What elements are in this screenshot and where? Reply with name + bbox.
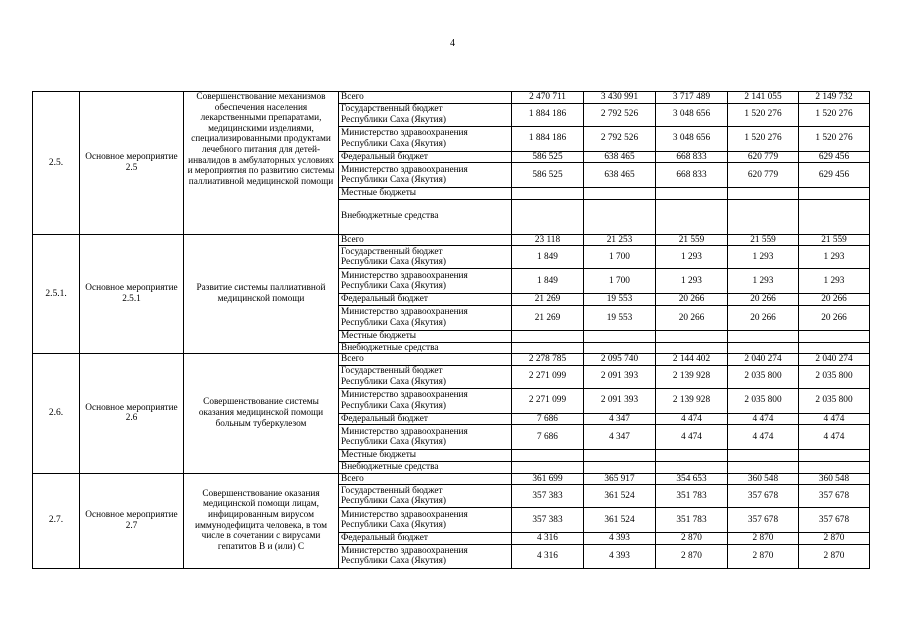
funding-source — [339, 473, 512, 485]
measure-number: 2.7. — [33, 473, 80, 568]
funding-source-line: Федеральный бюджет — [341, 533, 428, 544]
funding-source — [339, 544, 512, 568]
funding-source — [339, 533, 512, 545]
funding-source — [339, 188, 512, 200]
amount-cell: 629 456 — [799, 163, 870, 188]
amount-cell: 20 266 — [728, 294, 799, 306]
amount-cell — [512, 199, 584, 234]
funding-source-line: Республики Саха (Якутия) — [341, 556, 447, 567]
measure-number: 2.5. — [33, 92, 80, 235]
amount-cell: 2 278 785 — [512, 354, 584, 366]
funding-source — [339, 269, 512, 294]
amount-cell: 1 520 276 — [799, 103, 870, 126]
amount-cell: 2 470 711 — [512, 92, 584, 104]
amount-cell: 4 474 — [799, 425, 870, 450]
amount-cell — [512, 330, 584, 342]
funding-source-line: Внебюджетные средства — [341, 211, 439, 222]
funding-source — [339, 234, 512, 246]
amount-cell: 620 779 — [728, 151, 799, 163]
amount-cell: 2 870 — [656, 533, 728, 545]
amount-cell: 620 779 — [728, 163, 799, 188]
amount-cell: 20 266 — [656, 294, 728, 306]
amount-cell: 638 465 — [584, 163, 656, 188]
amount-cell — [728, 330, 799, 342]
amount-cell — [584, 199, 656, 234]
amount-cell: 2 144 402 — [656, 354, 728, 366]
funding-source-line: Местные бюджеты — [341, 450, 417, 461]
amount-cell: 2 870 — [656, 544, 728, 568]
amount-cell: 3 430 991 — [584, 92, 656, 104]
amount-cell: 2 091 393 — [584, 365, 656, 388]
funding-source — [339, 294, 512, 306]
funding-source — [339, 485, 512, 508]
amount-cell: 2 040 274 — [799, 354, 870, 366]
amount-cell: 2 091 393 — [584, 388, 656, 413]
funding-source-line: Всего — [341, 473, 364, 484]
amount-cell — [656, 461, 728, 473]
measure-number: 2.5.1. — [33, 234, 80, 353]
amount-cell: 357 678 — [799, 508, 870, 533]
amount-cell: 2 870 — [728, 533, 799, 545]
amount-cell — [728, 188, 799, 200]
funding-source — [339, 365, 512, 388]
funding-source — [339, 413, 512, 425]
amount-cell: 1 520 276 — [799, 126, 870, 151]
amount-cell: 4 474 — [728, 425, 799, 450]
amount-cell — [512, 188, 584, 200]
amount-cell: 1 293 — [656, 269, 728, 294]
funding-source-line: Государственный бюджет — [341, 104, 443, 114]
funding-source-line: Республики Саха (Якутия) — [341, 437, 447, 448]
amount-cell: 629 456 — [799, 151, 870, 163]
funding-source-line: Федеральный бюджет — [341, 294, 428, 305]
funding-source — [339, 330, 512, 342]
funding-source-line: Республики Саха (Якутия) — [341, 114, 447, 125]
measure-kind: Основное мероприятие 2.5.1 — [80, 234, 184, 353]
amount-cell: 19 553 — [584, 305, 656, 330]
funding-source — [339, 305, 512, 330]
amount-cell: 7 686 — [512, 425, 584, 450]
funding-source-line: Всего — [341, 354, 364, 365]
amount-cell — [799, 188, 870, 200]
amount-cell: 1 293 — [656, 246, 728, 269]
amount-cell — [728, 342, 799, 354]
measure-kind: Основное мероприятие 2.6 — [80, 354, 184, 473]
amount-cell — [799, 342, 870, 354]
funding-source-line: Министерство здравоохранения — [341, 307, 468, 318]
amount-cell: 361 524 — [584, 508, 656, 533]
amount-cell: 20 266 — [799, 294, 870, 306]
funding-source-line: Федеральный бюджет — [341, 413, 428, 424]
amount-cell — [799, 199, 870, 234]
amount-cell: 1 293 — [728, 246, 799, 269]
amount-cell: 20 266 — [656, 305, 728, 330]
amount-cell: 668 833 — [656, 151, 728, 163]
funding-source-line: Министерство здравоохранения — [341, 164, 468, 175]
amount-cell: 2 792 526 — [584, 126, 656, 151]
budget-table-body — [33, 92, 870, 569]
amount-cell: 20 266 — [728, 305, 799, 330]
funding-source-line: Всего — [341, 234, 364, 245]
amount-cell: 357 383 — [512, 485, 584, 508]
amount-cell — [512, 450, 584, 462]
funding-source-line: Министерство здравоохранения — [341, 426, 468, 437]
amount-cell: 2 035 800 — [728, 365, 799, 388]
measure-description: Совершенствование оказания медицинской помощи лицам, инфицированным вирусом иммунодефицита человека, в том числе в сочетании с вирусами гепатитов В и (или) С — [184, 473, 339, 568]
funding-source — [339, 246, 512, 269]
amount-cell: 360 548 — [728, 473, 799, 485]
amount-cell: 4 474 — [799, 413, 870, 425]
amount-cell: 2 141 055 — [728, 92, 799, 104]
table-row — [33, 354, 870, 366]
budget-table — [32, 91, 870, 569]
amount-cell — [584, 342, 656, 354]
funding-source-line: Всего — [341, 92, 364, 102]
amount-cell: 4 316 — [512, 544, 584, 568]
amount-cell: 1 700 — [584, 269, 656, 294]
amount-cell: 1 849 — [512, 269, 584, 294]
amount-cell: 2 870 — [799, 533, 870, 545]
amount-cell — [799, 330, 870, 342]
amount-cell: 4 393 — [584, 544, 656, 568]
amount-cell: 586 525 — [512, 163, 584, 188]
amount-cell — [656, 450, 728, 462]
table-row — [33, 92, 870, 104]
amount-cell — [584, 330, 656, 342]
amount-cell: 4 474 — [728, 413, 799, 425]
funding-source-line: Министерство здравоохранения — [341, 545, 468, 556]
amount-cell: 3 048 656 — [656, 126, 728, 151]
amount-cell: 2 870 — [799, 544, 870, 568]
amount-cell: 21 269 — [512, 305, 584, 330]
measure-number: 2.6. — [33, 354, 80, 473]
funding-source-line: Республики Саха (Якутия) — [341, 175, 447, 186]
funding-source — [339, 199, 512, 234]
funding-source — [339, 508, 512, 533]
measure-kind: Основное мероприятие 2.5 — [80, 92, 184, 235]
amount-cell: 21 559 — [728, 234, 799, 246]
amount-cell: 360 548 — [799, 473, 870, 485]
amount-cell: 357 383 — [512, 508, 584, 533]
table-row — [33, 473, 870, 485]
amount-cell — [799, 450, 870, 462]
amount-cell: 20 266 — [799, 305, 870, 330]
amount-cell: 351 783 — [656, 508, 728, 533]
amount-cell: 2 035 800 — [728, 388, 799, 413]
amount-cell: 2 139 928 — [656, 388, 728, 413]
funding-source-line: Министерство здравоохранения — [341, 270, 468, 281]
page-number: 4 — [450, 38, 455, 49]
funding-source-line: Государственный бюджет — [341, 366, 443, 377]
amount-cell: 7 686 — [512, 413, 584, 425]
funding-source-line: Республики Саха (Якутия) — [341, 138, 447, 149]
measure-description: Совершенствование системы оказания медицинской помощи больным туберкулезом — [184, 354, 339, 473]
amount-cell: 2 095 740 — [584, 354, 656, 366]
amount-cell: 2 271 099 — [512, 388, 584, 413]
funding-source — [339, 342, 512, 354]
amount-cell — [728, 461, 799, 473]
amount-cell: 357 678 — [728, 485, 799, 508]
amount-cell — [512, 342, 584, 354]
funding-source — [339, 450, 512, 462]
amount-cell — [728, 199, 799, 234]
amount-cell: 668 833 — [656, 163, 728, 188]
amount-cell — [584, 461, 656, 473]
amount-cell: 21 253 — [584, 234, 656, 246]
measure-description: Совершенствование механизмов обеспечения населения лекарственными препаратами, медицинскими изделиями, специализированными продуктами лечебного питания для детей-инвалидов в амбулаторных условиях и мероприятия по развитию системы паллиативной медицинской помощи — [184, 92, 339, 235]
amount-cell: 357 678 — [799, 485, 870, 508]
funding-source-line: Республики Саха (Якутия) — [341, 317, 447, 328]
amount-cell: 3 717 489 — [656, 92, 728, 104]
funding-source — [339, 354, 512, 366]
funding-source-line: Федеральный бюджет — [341, 151, 428, 162]
amount-cell: 4 393 — [584, 533, 656, 545]
amount-cell: 2 149 732 — [799, 92, 870, 104]
amount-cell: 1 520 276 — [728, 126, 799, 151]
funding-source — [339, 151, 512, 163]
amount-cell: 2 035 800 — [799, 388, 870, 413]
amount-cell — [728, 450, 799, 462]
amount-cell — [656, 199, 728, 234]
amount-cell — [799, 461, 870, 473]
amount-cell: 1 884 186 — [512, 126, 584, 151]
amount-cell: 1 700 — [584, 246, 656, 269]
amount-cell: 365 917 — [584, 473, 656, 485]
amount-cell: 1 293 — [799, 246, 870, 269]
funding-source-line: Министерство здравоохранения — [341, 390, 468, 401]
amount-cell: 4 316 — [512, 533, 584, 545]
amount-cell: 3 048 656 — [656, 103, 728, 126]
amount-cell: 21 269 — [512, 294, 584, 306]
amount-cell: 2 792 526 — [584, 103, 656, 126]
amount-cell: 586 525 — [512, 151, 584, 163]
table-row — [33, 234, 870, 246]
amount-cell: 357 678 — [728, 508, 799, 533]
funding-source-line: Министерство здравоохранения — [341, 509, 468, 520]
measure-kind: Основное мероприятие 2.7 — [80, 473, 184, 568]
amount-cell: 1 520 276 — [728, 103, 799, 126]
amount-cell: 21 559 — [656, 234, 728, 246]
measure-description: Развитие системы паллиативной медицинской помощи — [184, 234, 339, 353]
amount-cell: 1 293 — [799, 269, 870, 294]
funding-source-line: Республики Саха (Якутия) — [341, 281, 447, 292]
funding-source — [339, 425, 512, 450]
funding-source-line: Внебюджетные средства — [341, 461, 439, 472]
funding-source-line: Внебюджетные средства — [341, 342, 439, 353]
amount-cell: 4 474 — [656, 413, 728, 425]
amount-cell: 351 783 — [656, 485, 728, 508]
amount-cell: 2 870 — [728, 544, 799, 568]
funding-source-line: Республики Саха (Якутия) — [341, 400, 447, 411]
funding-source-line: Государственный бюджет — [341, 485, 443, 496]
funding-source-line: Местные бюджеты — [341, 330, 417, 341]
amount-cell — [584, 188, 656, 200]
funding-source-line: Местные бюджеты — [341, 188, 417, 199]
funding-source-line: Министерство здравоохранения — [341, 128, 468, 138]
amount-cell — [656, 330, 728, 342]
funding-source — [339, 163, 512, 188]
amount-cell: 1 849 — [512, 246, 584, 269]
amount-cell: 2 139 928 — [656, 365, 728, 388]
amount-cell: 2 040 274 — [728, 354, 799, 366]
amount-cell: 1 293 — [728, 269, 799, 294]
amount-cell: 2 035 800 — [799, 365, 870, 388]
funding-source — [339, 126, 512, 151]
amount-cell — [512, 461, 584, 473]
amount-cell: 638 465 — [584, 151, 656, 163]
amount-cell: 4 347 — [584, 425, 656, 450]
amount-cell: 23 118 — [512, 234, 584, 246]
amount-cell — [656, 342, 728, 354]
funding-source-line: Республики Саха (Якутия) — [341, 520, 447, 531]
amount-cell: 4 474 — [656, 425, 728, 450]
funding-source — [339, 388, 512, 413]
funding-source — [339, 103, 512, 126]
amount-cell: 21 559 — [799, 234, 870, 246]
amount-cell: 361 524 — [584, 485, 656, 508]
amount-cell: 19 553 — [584, 294, 656, 306]
amount-cell: 1 884 186 — [512, 103, 584, 126]
funding-source — [339, 461, 512, 473]
amount-cell: 354 653 — [656, 473, 728, 485]
amount-cell: 4 347 — [584, 413, 656, 425]
amount-cell: 361 699 — [512, 473, 584, 485]
amount-cell — [584, 450, 656, 462]
funding-source-line: Республики Саха (Якутия) — [341, 496, 447, 507]
funding-source-line: Республики Саха (Якутия) — [341, 376, 447, 387]
amount-cell: 2 271 099 — [512, 365, 584, 388]
amount-cell — [656, 188, 728, 200]
funding-source — [339, 92, 512, 104]
funding-source-line: Республики Саха (Якутия) — [341, 257, 447, 268]
funding-source-line: Государственный бюджет — [341, 246, 443, 257]
